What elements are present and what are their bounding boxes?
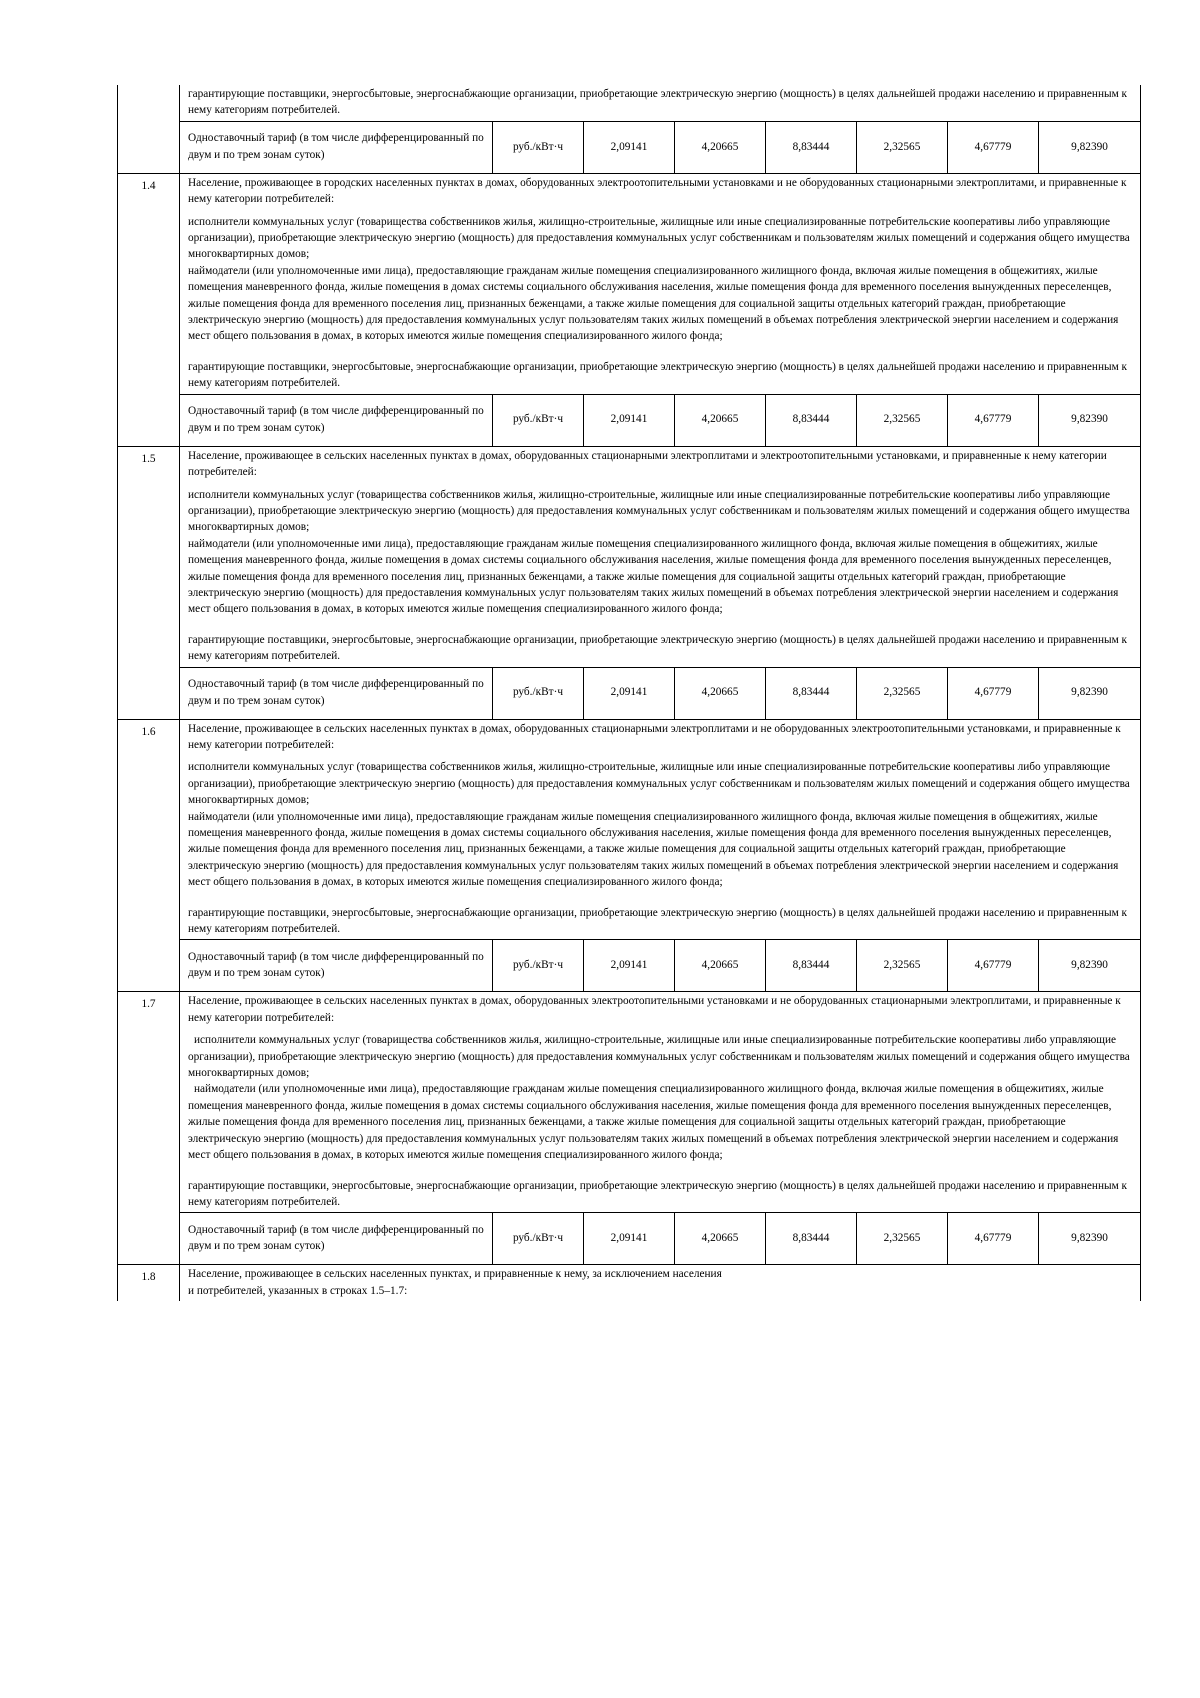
row-number-cell — [118, 85, 180, 173]
value-cell: 9,82390 — [1039, 121, 1141, 173]
value-cell: 9,82390 — [1039, 394, 1141, 446]
value-cell: 4,20665 — [675, 940, 766, 992]
value-cell: 8,83444 — [766, 121, 857, 173]
unit-cell: руб./кВт·ч — [493, 394, 584, 446]
table-row — [118, 446, 1141, 667]
table-row — [118, 85, 1141, 121]
description-cell — [180, 719, 1141, 940]
value-cell: 8,83444 — [766, 940, 857, 992]
value-cell: 8,83444 — [766, 1213, 857, 1265]
tariff-row — [118, 667, 1141, 719]
tariff-table — [117, 85, 1141, 1301]
landlords-text: наймодатели (или уполномоченные ими лица), предоставляющие гражданам жилые помещения специализированного жилищного фонда, включая жилые помещения в общежитиях, жилые помещения маневренного фонда, жилые помещения в домах системы социального обслуживания населения, жилые помещения фонда для временного поселения вынужденных переселенцев, жилые помещения фонда для временного поселения лиц, признанных беженцами, а также жилые помещения для социальной защиты отдельных категорий граждан, приобретающие электрическую энергию (мощность) для предоставления коммунальных услуг пользователям таких жилых помещений в объемах потребления электрической энергии населением и содержания мест общего пользования в домах, в которых имеются жилые помещения специализированного жилого фонда; — [188, 537, 1119, 616]
value-cell: 4,67779 — [948, 1213, 1039, 1265]
value-cell: 4,20665 — [675, 1213, 766, 1265]
value-cell: 2,09141 — [584, 667, 675, 719]
unit-cell: руб./кВт·ч — [493, 667, 584, 719]
description-cell — [180, 992, 1141, 1213]
tariff-label: Одноставочный тариф (в том числе дифференцированный по двум и по трем зонам суток) — [180, 667, 493, 719]
executors-text: исполнители коммунальных услуг (товарищества собственников жилья, жилищно-строительные, жилищные или иные специализированные потребительские кооперативы либо управляющие организации), приобретающие электрическую энергию (мощность) для предоставления коммунальных услуг собственникам и пользователям жилых помещений и содержания общего имущества многоквартирных домов; — [188, 215, 1130, 261]
row-number-cell: 1.5 — [118, 446, 180, 719]
executors-text: исполнители коммунальных услуг (товарищества собственников жилья, жилищно-строительные, жилищные или иные специализированные потребительские кооперативы либо управляющие организации), приобретающие электрическую энергию (мощность) для предоставления коммунальных услуг собственникам и пользователям жилых помещений и содержания общего имущества многоквартирных домов; — [188, 1034, 1130, 1080]
value-cell: 2,09141 — [584, 940, 675, 992]
description-cell — [180, 1265, 1141, 1301]
guarantee-text: гарантирующие поставщики, энергосбытовые, энергоснабжающие организации, приобретающие электрическую энергию (мощность) в целях дальнейшей продажи населению и приравненным к нему категориям потребителей. — [188, 633, 1128, 663]
value-cell: 9,82390 — [1039, 940, 1141, 992]
tariff-row — [118, 1213, 1141, 1265]
row-number-cell: 1.6 — [118, 719, 180, 992]
guarantee-text: гарантирующие поставщики, энергосбытовые, энергоснабжающие организации, приобретающие электрическую энергию (мощность) в целях дальнейшей продажи населению и приравненным к нему категориям потребителей. — [188, 360, 1128, 390]
tariff-row — [118, 121, 1141, 173]
table-row — [118, 1265, 1141, 1301]
value-cell: 2,32565 — [857, 940, 948, 992]
tariff-row — [118, 940, 1141, 992]
value-cell: 9,82390 — [1039, 1213, 1141, 1265]
section-header: Население, проживающее в сельских населенных пунктах в домах, оборудованных стационарными электроплитами и не оборудованных электроотопительными установками, и приравненные к нему категории потребителей: — [188, 722, 1121, 751]
section-header: Население, проживающее в городских населенных пунктах в домах, оборудованных электроотопительными установками и не оборудованных стационарными электроплитами, и приравненные к нему категории потребителей: — [188, 176, 1127, 206]
value-cell: 2,09141 — [584, 1213, 675, 1265]
value-cell: 2,32565 — [857, 667, 948, 719]
unit-cell: руб./кВт·ч — [493, 940, 584, 992]
section-header-line-2: и потребителей, указанных в строках 1.5–1.7: — [188, 1284, 408, 1297]
section-header: Население, проживающее в сельских населенных пунктах в домах, оборудованных стационарными электроплитами и электроотопительными установками, и приравненные к нему категории потребителей: — [188, 449, 1107, 479]
value-cell: 2,32565 — [857, 121, 948, 173]
description-cell — [180, 85, 1141, 121]
value-cell: 4,20665 — [675, 394, 766, 446]
value-cell: 4,67779 — [948, 394, 1039, 446]
value-cell: 2,32565 — [857, 1213, 948, 1265]
value-cell: 2,32565 — [857, 394, 948, 446]
row-number-cell: 1.4 — [118, 173, 180, 446]
tariff-label: Одноставочный тариф (в том числе дифференцированный по двум и по трем зонам суток) — [180, 940, 493, 992]
value-cell: 9,82390 — [1039, 667, 1141, 719]
tariff-label: Одноставочный тариф (в том числе дифференцированный по двум и по трем зонам суток) — [180, 1213, 493, 1265]
value-cell: 8,83444 — [766, 394, 857, 446]
tariff-row — [118, 394, 1141, 446]
description-cell — [180, 446, 1141, 667]
value-cell: 2,09141 — [584, 394, 675, 446]
value-cell: 4,20665 — [675, 121, 766, 173]
value-cell: 2,09141 — [584, 121, 675, 173]
value-cell: 4,67779 — [948, 940, 1039, 992]
section-header: Население, проживающее в сельских населенных пунктах в домах, оборудованных электроотопительными установками и не оборудованных стационарными электроплитами, и приравненные к нему категории потребителей: — [188, 995, 1121, 1024]
landlords-text: наймодатели (или уполномоченные ими лица), предоставляющие гражданам жилые помещения специализированного жилищного фонда, включая жилые помещения в общежитиях, жилые помещения маневренного фонда, жилые помещения в домах системы социального обслуживания населения, жилые помещения фонда для временного поселения вынужденных переселенцев, жилые помещения фонда для временного поселения лиц, признанных беженцами, а также жилые помещения для социальной защиты отдельных категорий граждан, приобретающие электрическую энергию (мощность) для предоставления коммунальных услуг пользователям таких жилых помещений в объемах потребления электрической энергии населением и содержания мест общего пользования в домах, в которых имеются жилые помещения специализированного жилого фонда; — [188, 1083, 1119, 1162]
table-row — [118, 173, 1141, 394]
row-number-cell: 1.7 — [118, 992, 180, 1265]
table-row — [118, 719, 1141, 940]
value-cell: 4,20665 — [675, 667, 766, 719]
guarantee-text: гарантирующие поставщики, энергосбытовые, энергоснабжающие организации, приобретающие электрическую энергию (мощность) в целях дальнейшей продажи населению и приравненным к нему категориям потребителей. — [188, 88, 1128, 117]
section-header-line-1: Население, проживающее в сельских населенных пунктах, и приравненные к нему, за исключением населения — [188, 1268, 722, 1281]
table-row — [118, 992, 1141, 1213]
value-cell: 4,67779 — [948, 121, 1039, 173]
unit-cell: руб./кВт·ч — [493, 1213, 584, 1265]
guarantee-text: гарантирующие поставщики, энергосбытовые, энергоснабжающие организации, приобретающие электрическую энергию (мощность) в целях дальнейшей продажи населению и приравненным к нему категориям потребителей. — [188, 906, 1128, 936]
landlords-text: наймодатели (или уполномоченные ими лица), предоставляющие гражданам жилые помещения специализированного жилищного фонда, включая жилые помещения в общежитиях, жилые помещения маневренного фонда, жилые помещения в домах системы социального обслуживания населения, жилые помещения фонда для временного поселения вынужденных переселенцев, жилые помещения фонда для временного поселения лиц, признанных беженцами, а также жилые помещения для социальной защиты отдельных категорий граждан, приобретающие электрическую энергию (мощность) для предоставления коммунальных услуг пользователям таких жилых помещений в объемах потребления электрической энергии населением и содержания мест общего пользования в домах, в которых имеются жилые помещения специализированного жилого фонда; — [188, 810, 1119, 889]
executors-text: исполнители коммунальных услуг (товарищества собственников жилья, жилищно-строительные, жилищные или иные специализированные потребительские кооперативы либо управляющие организации), приобретающие электрическую энергию (мощность) для предоставления коммунальных услуг собственникам и пользователям жилых помещений и содержания общего имущества многоквартирных домов; — [188, 761, 1130, 807]
tariff-label: Одноставочный тариф (в том числе дифференцированный по двум и по трем зонам суток) — [180, 394, 493, 446]
tariff-label: Одноставочный тариф (в том числе дифференцированный по двум и по трем зонам суток) — [180, 121, 493, 173]
value-cell: 4,67779 — [948, 667, 1039, 719]
landlords-text: наймодатели (или уполномоченные ими лица), предоставляющие гражданам жилые помещения специализированного жилищного фонда, включая жилые помещения в общежитиях, жилые помещения маневренного фонда, жилые помещения в домах системы социального обслуживания населения, жилые помещения фонда для временного поселения вынужденных переселенцев, жилые помещения фонда для временного поселения лиц, признанных беженцами, а также жилые помещения для социальной защиты отдельных категорий граждан, приобретающие электрическую энергию (мощность) для предоставления коммунальных услуг пользователям таких жилых помещений в объемах потребления электрической энергии населением и содержания мест общего пользования в домах, в которых имеются жилые помещения специализированного жилого фонда; — [188, 264, 1119, 343]
guarantee-text: гарантирующие поставщики, энергосбытовые, энергоснабжающие организации, приобретающие электрическую энергию (мощность) в целях дальнейшей продажи населению и приравненным к нему категориям потребителей. — [188, 1179, 1128, 1208]
row-number-cell: 1.8 — [118, 1265, 180, 1301]
description-cell — [180, 173, 1141, 394]
executors-text: исполнители коммунальных услуг (товарищества собственников жилья, жилищно-строительные, жилищные или иные специализированные потребительские кооперативы либо управляющие организации), приобретающие электрическую энергию (мощность) для предоставления коммунальных услуг собственникам и пользователям жилых помещений и содержания общего имущества многоквартирных домов; — [188, 488, 1130, 534]
unit-cell: руб./кВт·ч — [493, 121, 584, 173]
value-cell: 8,83444 — [766, 667, 857, 719]
